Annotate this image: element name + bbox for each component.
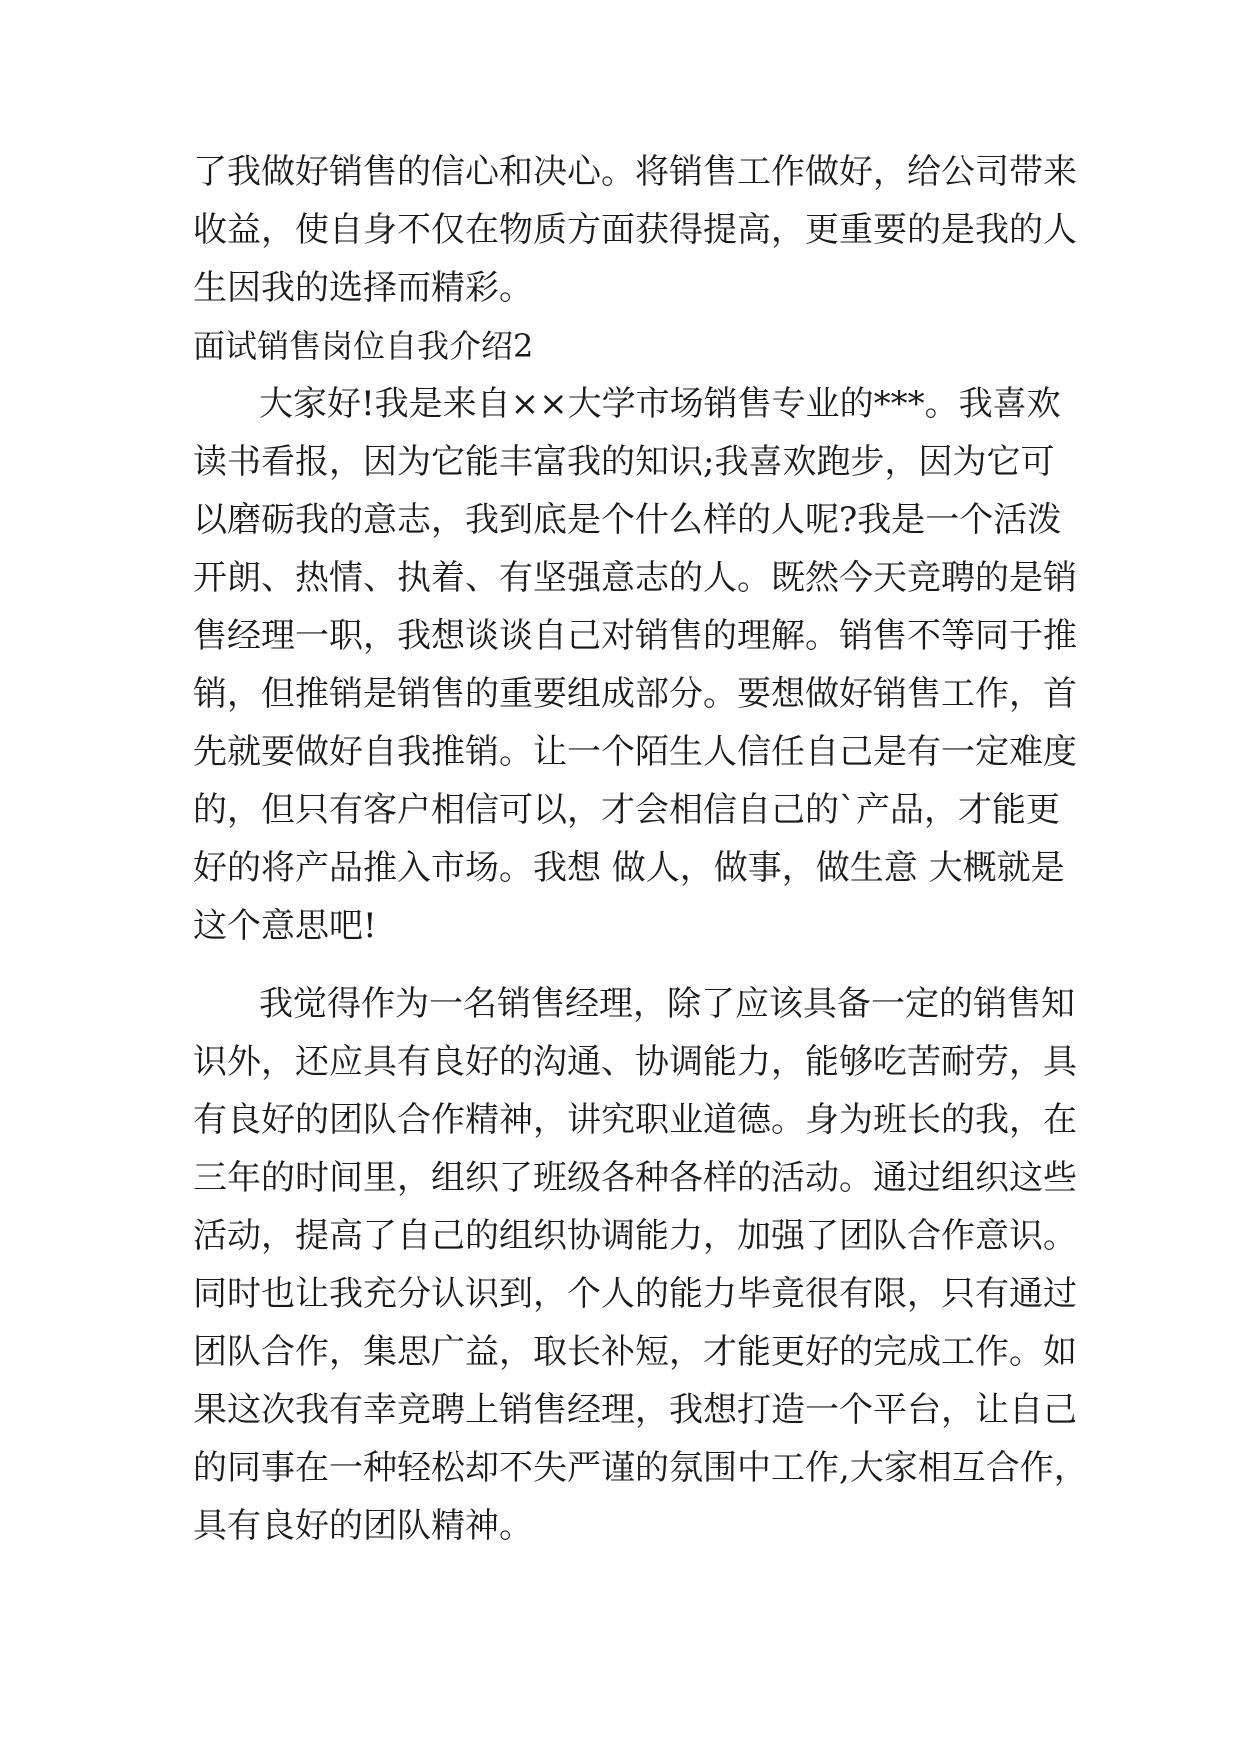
intro-line: 生因我的选择而精彩。: [193, 268, 533, 308]
paragraph-line: 售经理一职，我想谈谈自己对销售的理解。销售不等同于推: [193, 616, 1077, 656]
paragraph-line: 的，但只有客户相信可以，才会相信自己的`产品，才能更: [193, 790, 1060, 830]
paragraph-line: 销，但推销是销售的重要组成部分。要想做好销售工作，首: [193, 674, 1077, 714]
paragraph-line: 的同事在一种轻松却不失严谨的氛围中工作,大家相互合作，: [193, 1448, 1088, 1488]
section-title: 面试销售岗位自我介绍2: [193, 327, 534, 365]
paragraph-line: 好的将产品推入市场。我想 做人，做事，做生意 大概就是: [193, 848, 1065, 888]
paragraph-line: 识外，还应具有良好的沟通、协调能力，能够吃苦耐劳，具: [193, 1042, 1077, 1082]
intro-line: 收益，使自身不仅在物质方面获得提高，更重要的是我的人: [193, 210, 1077, 250]
paragraph-line: 以磨砺我的意志，我到底是个什么样的人呢?我是一个活泼: [193, 500, 1062, 540]
paragraph-line: 大家好!我是来自××大学市场销售专业的***。我喜欢: [259, 384, 1061, 424]
paragraph-line: 具有良好的团队精神。: [193, 1506, 533, 1546]
paragraph-line: 读书看报，因为它能丰富我的知识;我喜欢跑步，因为它可: [193, 442, 1055, 482]
paragraph-line: 同时也让我充分认识到，个人的能力毕竟很有限，只有通过: [193, 1274, 1077, 1314]
paragraph-line: 有良好的团队合作精神，讲究职业道德。身为班长的我，在: [193, 1100, 1077, 1140]
paragraph-line: 开朗、热情、执着、有坚强意志的人。既然今天竞聘的是销: [193, 558, 1077, 598]
paragraph-line: 先就要做好自我推销。让一个陌生人信任自己是有一定难度: [193, 732, 1077, 772]
paragraph-line: 团队合作，集思广益，取长补短，才能更好的完成工作。如: [193, 1332, 1077, 1372]
paragraph-line: 这个意思吧!: [193, 906, 377, 946]
paragraph-line: 我觉得作为一名销售经理，除了应该具备一定的销售知: [259, 984, 1075, 1024]
intro-line: 了我做好销售的信心和决心。将销售工作做好，给公司带来: [193, 152, 1077, 192]
paragraph-line: 果这次我有幸竞聘上销售经理，我想打造一个平台，让自己: [193, 1390, 1077, 1430]
paragraph-line: 三年的时间里，组织了班级各种各样的活动。通过组织这些: [193, 1158, 1077, 1198]
paragraph-line: 活动，提高了自己的组织协调能力，加强了团队合作意识。: [193, 1216, 1077, 1256]
